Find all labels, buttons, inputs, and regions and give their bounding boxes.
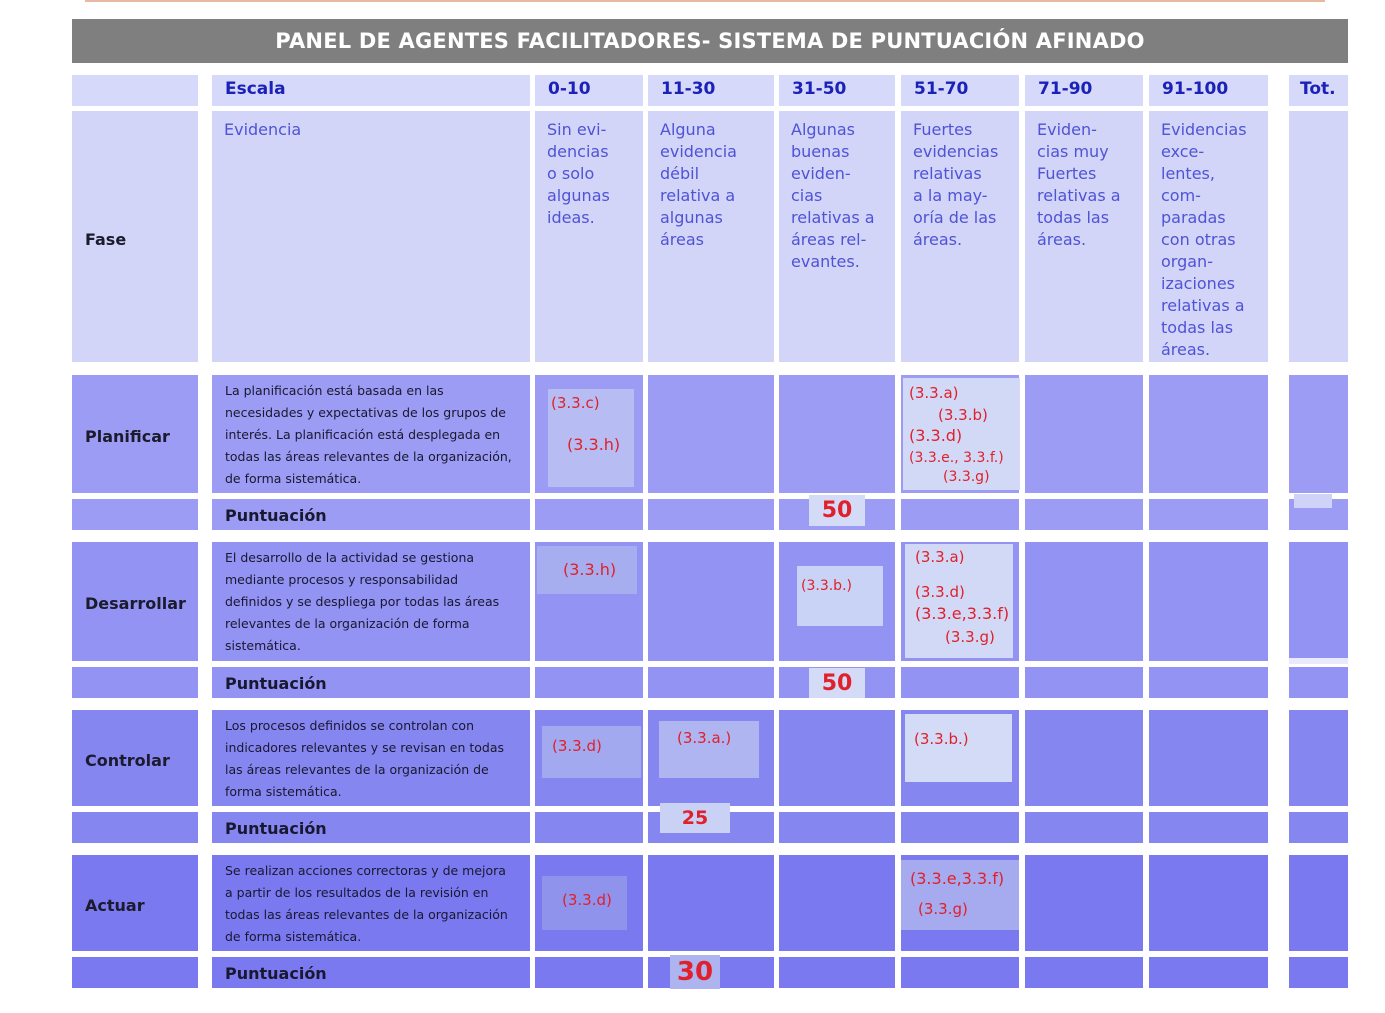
punt-cell-desarrollar-1	[648, 667, 774, 698]
score-cell-actuar-4	[1025, 855, 1143, 951]
score-cell-desarrollar-1	[648, 542, 774, 661]
evidence-planificar-51-70	[903, 378, 1020, 490]
punt-cell-planificar-0	[535, 499, 643, 530]
top-decor-line	[85, 0, 1325, 2]
phase-description-line: a partir de los resultados de la revisión en	[225, 885, 489, 900]
phase-description-desarrollar	[212, 542, 530, 661]
scale-description-4	[1025, 111, 1143, 362]
scale-description-line: débil	[660, 164, 700, 183]
phase-description-line: necesidades y expectativas de los grupos de	[225, 405, 506, 420]
evidence-ref: (3.3.e,3.3.f)	[910, 869, 1005, 888]
scale-description-line: todas las	[1037, 208, 1110, 227]
score-planificar: 50	[809, 495, 865, 526]
puntuacion-label-desarrollar: Puntuación	[212, 667, 530, 698]
punt-cell-desarrollar-6	[1289, 667, 1348, 698]
puntuacion-label-actuar: Puntuación	[212, 957, 530, 988]
scale-description-line: buenas	[791, 142, 850, 161]
scale-description-line: com-	[1161, 186, 1201, 205]
score-cell-actuar-6	[1289, 855, 1348, 951]
header-blank-cell	[72, 75, 198, 106]
evidence-ref: (3.3.a.)	[677, 729, 732, 747]
scale-description-line: oría de las	[913, 208, 997, 227]
evidence-desarrollar-0-10	[537, 546, 637, 594]
scale-description-5	[1149, 111, 1268, 362]
phase-label-planificar: Planificar	[72, 375, 198, 493]
phase-description-line: definidos y se despliega por todas las áreas	[225, 594, 500, 609]
scale-description-3	[901, 111, 1019, 362]
scale-description-line: Evidencias	[1161, 120, 1247, 139]
scale-description-line: todas las	[1161, 318, 1234, 337]
punt-cell-actuar-2	[779, 957, 895, 988]
header-range-4: 71-90	[1025, 75, 1143, 106]
evidence-ref: (3.3.g)	[943, 469, 990, 485]
score-cell-controlar-2	[779, 710, 895, 806]
evidencia-label: Evidencia	[212, 111, 530, 362]
score-cell-controlar-5	[1149, 710, 1268, 806]
punt-cell-planificar-1	[648, 499, 774, 530]
evidence-controlar-11-30	[659, 721, 759, 778]
scale-description-line: con otras	[1161, 230, 1236, 249]
scale-description-0	[535, 111, 643, 362]
phase-description-line: todas las áreas relevantes de la organización	[225, 907, 508, 922]
score-cell-actuar-1	[648, 855, 774, 951]
evidence-ref: (3.3.g)	[945, 628, 995, 646]
scale-description-line: algunas	[547, 186, 610, 205]
punt-cell-desarrollar-0	[535, 667, 643, 698]
score-desarrollar: 50	[809, 668, 865, 698]
evidence-ref: (3.3.a)	[915, 548, 965, 566]
scale-description-line: relativa a	[660, 186, 736, 205]
evidence-ref: (3.3.b.)	[801, 578, 852, 594]
evidence-ref: (3.3.b.)	[914, 730, 969, 748]
evidence-desarrollar-51-70	[905, 544, 1013, 658]
score-cell-planificar-6	[1289, 375, 1348, 493]
punt-blank-controlar	[72, 812, 198, 843]
evidence-planificar-0-10	[548, 389, 634, 487]
punt-cell-desarrollar-3	[901, 667, 1019, 698]
phase-description-controlar	[212, 710, 530, 806]
punt-blank-planificar	[72, 499, 198, 530]
phase-label-actuar: Actuar	[72, 855, 198, 951]
scale-description-line: áreas	[660, 230, 705, 249]
phase-description-line: las áreas relevantes de la organización de	[225, 762, 489, 777]
phase-description-line: La planificación está basada en las	[225, 383, 444, 398]
scale-description-line: Sin evi-	[547, 120, 607, 139]
phase-label-desarrollar: Desarrollar	[72, 542, 198, 661]
header-escala: Escala	[212, 75, 530, 106]
score-cell-actuar-2	[779, 855, 895, 951]
score-cell-desarrollar-4	[1025, 542, 1143, 661]
header-range-1: 11-30	[648, 75, 774, 106]
evidence-ref: (3.3.g)	[918, 900, 968, 918]
punt-blank-actuar	[72, 957, 198, 988]
punt-cell-desarrollar-4	[1025, 667, 1143, 698]
evidence-actuar-0-10	[542, 876, 627, 930]
punt-cell-planificar-3	[901, 499, 1019, 530]
phase-description-line: El desarrollo de la actividad se gestiona	[225, 550, 475, 565]
scale-description-1	[648, 111, 774, 362]
scale-description-line: áreas.	[1037, 230, 1087, 249]
scale-description-line: evantes.	[791, 252, 860, 271]
phase-description-line: de forma sistemática.	[225, 929, 362, 944]
scale-description-line: áreas rel-	[791, 230, 867, 249]
evidence-ref: (3.3.d)	[552, 737, 602, 755]
evidence-ref: (3.3.h)	[567, 435, 621, 454]
punt-cell-actuar-6	[1289, 957, 1348, 988]
scale-description-line: Fuertes	[1037, 164, 1097, 183]
scale-description-line: Alguna	[660, 120, 716, 139]
scale-description-line: o solo	[547, 164, 595, 183]
phase-description-actuar	[212, 855, 530, 951]
scale-description-line: ideas.	[547, 208, 595, 227]
phase-description-line: forma sistemática.	[225, 784, 342, 799]
phase-description-line: relevantes de la organización de forma	[225, 616, 470, 631]
evidence-ref: (3.3.d)	[909, 426, 963, 445]
phase-description-line: todas las áreas relevantes de la organización,	[225, 449, 512, 464]
phase-description-line: de forma sistemática.	[225, 471, 362, 486]
punt-cell-controlar-0	[535, 812, 643, 843]
scale-description-line: a la may-	[913, 186, 988, 205]
evidence-ref: (3.3.d)	[915, 583, 965, 601]
header-range-0: 0-10	[535, 75, 643, 106]
phase-description-planificar	[212, 375, 530, 493]
scale-description-line: cias muy	[1037, 142, 1109, 161]
punt-cell-controlar-5	[1149, 812, 1268, 843]
score-cell-planificar-5	[1149, 375, 1268, 493]
phase-description-line: indicadores relevantes y se revisan en todas	[225, 740, 505, 755]
punt-cell-actuar-4	[1025, 957, 1143, 988]
evidence-ref: (3.3.a)	[909, 384, 959, 402]
evidence-ref: (3.3.h)	[563, 560, 617, 579]
punt-cell-actuar-0	[535, 957, 643, 988]
scale-description-line: evidencias	[913, 142, 999, 161]
scale-description-line: evidencia	[660, 142, 737, 161]
header-range-2: 31-50	[779, 75, 895, 106]
scale-description-line: Fuertes	[913, 120, 973, 139]
punt-cell-desarrollar-5	[1149, 667, 1268, 698]
score-actuar: 30	[670, 955, 720, 989]
evidence-ref: (3.3.c)	[551, 394, 600, 412]
punt-cell-actuar-3	[901, 957, 1019, 988]
scale-description-line: lentes,	[1161, 164, 1215, 183]
punt-cell-controlar-3	[901, 812, 1019, 843]
score-cell-actuar-5	[1149, 855, 1268, 951]
scale-description-line: Eviden-	[1037, 120, 1097, 139]
phase-description-line: interés. La planificación está desplegada en	[225, 427, 501, 442]
scale-description-line: relativas a	[791, 208, 875, 227]
phase-description-line: sistemática.	[225, 638, 301, 653]
scale-description-line: cias	[791, 186, 823, 205]
header-range-5: 91-100	[1149, 75, 1268, 106]
evidence-ref: (3.3.e,3.3.f)	[915, 604, 1010, 623]
phase-description-line: Los procesos definidos se controlan con	[225, 718, 474, 733]
phase-description-line: Se realizan acciones correctoras y de mejora	[225, 863, 506, 878]
scale-description-line: relativas a	[1037, 186, 1121, 205]
total-patch	[1294, 494, 1332, 508]
punt-blank-desarrollar	[72, 667, 198, 698]
score-cell-planificar-1	[648, 375, 774, 493]
punt-cell-controlar-6	[1289, 812, 1348, 843]
evidence-ref: (3.3.d)	[562, 891, 612, 909]
scale-description-line: relativas	[913, 164, 982, 183]
total-fase-cell	[1289, 111, 1348, 362]
evidence-controlar-0-10	[542, 726, 641, 778]
scale-description-2	[779, 111, 895, 362]
header-range-3: 51-70	[901, 75, 1019, 106]
scale-description-line: áreas.	[913, 230, 963, 249]
total-patch	[1289, 658, 1348, 664]
score-cell-controlar-6	[1289, 710, 1348, 806]
punt-cell-controlar-4	[1025, 812, 1143, 843]
score-cell-planificar-2	[779, 375, 895, 493]
score-cell-desarrollar-5	[1149, 542, 1268, 661]
scale-description-line: algunas	[660, 208, 723, 227]
scale-description-line: relativas a	[1161, 296, 1245, 315]
scale-description-line: exce-	[1161, 142, 1205, 161]
score-cell-desarrollar-6	[1289, 542, 1348, 661]
punt-cell-planificar-4	[1025, 499, 1143, 530]
fase-label: Fase	[72, 111, 198, 362]
punt-cell-planificar-5	[1149, 499, 1268, 530]
score-controlar: 25	[660, 803, 730, 833]
puntuacion-label-controlar: Puntuación	[212, 812, 530, 843]
scale-description-line: eviden-	[791, 164, 851, 183]
scale-description-line: izaciones	[1161, 274, 1235, 293]
scale-description-line: dencias	[547, 142, 609, 161]
score-cell-controlar-4	[1025, 710, 1143, 806]
phase-description-line: mediante procesos y responsabilidad	[225, 572, 459, 587]
evidence-actuar-51-70	[901, 860, 1019, 930]
panel-title: PANEL DE AGENTES FACILITADORES- SISTEMA DE PUNTUACIÓN AFINADO	[72, 19, 1348, 63]
scale-description-line: áreas.	[1161, 340, 1211, 359]
evidence-ref: (3.3.b)	[938, 406, 988, 424]
puntuacion-label-planificar: Puntuación	[212, 499, 530, 530]
scale-description-line: Algunas	[791, 120, 855, 139]
evidence-controlar-51-70	[905, 714, 1012, 782]
phase-label-controlar: Controlar	[72, 710, 198, 806]
scale-description-line: organ-	[1161, 252, 1213, 271]
evidence-desarrollar-31-50	[797, 566, 883, 626]
header-total: Tot.	[1289, 75, 1348, 106]
scale-description-line: paradas	[1161, 208, 1226, 227]
punt-cell-controlar-2	[779, 812, 895, 843]
evidence-ref: (3.3.e., 3.3.f.)	[909, 450, 1004, 466]
score-cell-planificar-4	[1025, 375, 1143, 493]
punt-cell-actuar-5	[1149, 957, 1268, 988]
